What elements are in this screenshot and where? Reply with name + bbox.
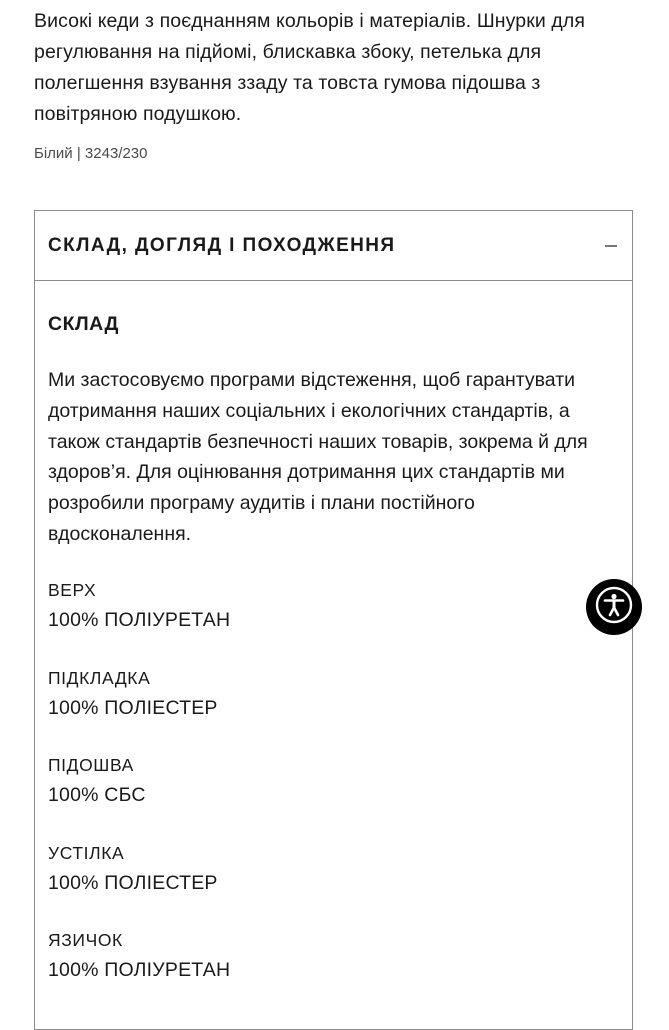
material-item-insole [48, 842, 218, 895]
accessibility-icon [594, 585, 634, 630]
product-description: Високі кеди з поєднанням кольорів і матеріалів. Шнурки для регулювання на підйомі, блискавка збоку, петелька для полегшення взування ззаду та товста гумова підошва з повітряною подушкою. [34, 10, 586, 125]
accordion-title: СКЛАД, ДОГЛЯД І ПОХОДЖЕННЯ [48, 234, 396, 256]
material-label: ПІДКЛАДКА [48, 668, 151, 688]
material-item-upper [48, 579, 230, 632]
composition-text: Ми застосовуємо програми відстеження, щоб гарантувати дотримання наших соціальних і екологічних стандартів, а також стандартів безпечності наших товарів, зокрема й для здоров’я. Для оцінювання дотримання цих стандартів ми розробили програму аудитів і плани постійного вдосконалення. [48, 369, 588, 545]
material-item-tongue [48, 929, 230, 982]
product-color-reference: Білий | 3243/230 [34, 145, 148, 162]
minus-icon[interactable] [604, 239, 618, 253]
material-value: 100% ПОЛІУРЕТАН [48, 959, 231, 981]
accessibility-button[interactable] [586, 579, 642, 635]
material-value: 100% СБС [48, 784, 146, 806]
material-value: 100% ПОЛІУРЕТАН [48, 609, 231, 631]
material-label: ПІДОШВА [48, 755, 134, 775]
material-label: ВЕРХ [48, 580, 97, 600]
material-label: УСТІЛКА [48, 843, 125, 863]
material-item-sole [48, 754, 146, 807]
composition-care-origin-accordion [34, 210, 633, 1030]
material-label: ЯЗИЧОК [48, 930, 123, 950]
material-item-lining [48, 667, 218, 720]
accordion-header[interactable] [35, 211, 632, 281]
material-value: 100% ПОЛІЕСТЕР [48, 872, 218, 894]
composition-heading: СКЛАД [48, 313, 119, 335]
material-value: 100% ПОЛІЕСТЕР [48, 697, 218, 719]
